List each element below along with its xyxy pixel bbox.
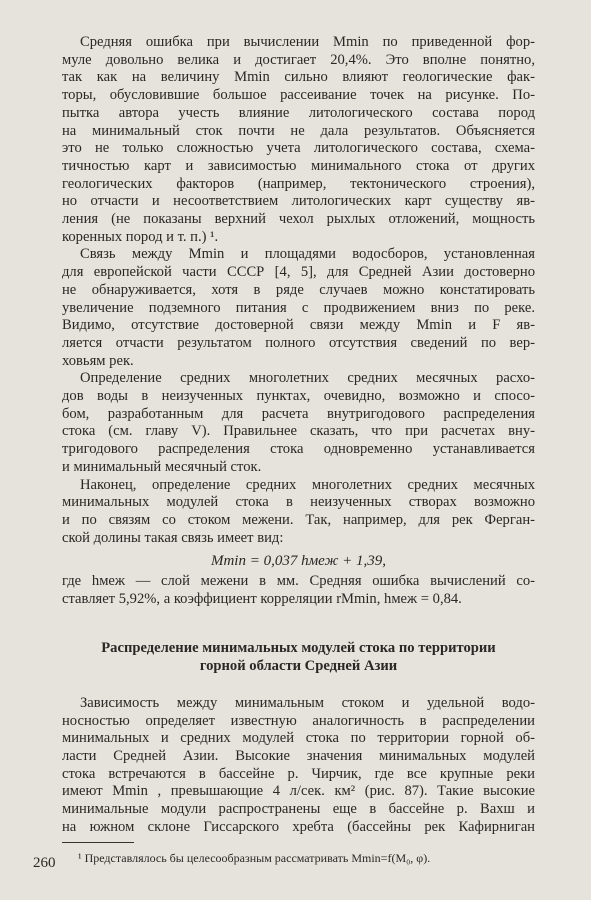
text-line: но отчасти и несоответствием литологических карт существу яв-	[62, 193, 535, 210]
text-line: минимальные модули распространены еще в бассейне р. Вахш и	[62, 801, 535, 818]
section-heading	[62, 639, 535, 675]
text-line: на южном склоне Гиссарского хребта (бассейны рек Кафирниган	[62, 818, 535, 835]
text-line: ляется отчасти результатом полного отсутствия сведений по вер-	[62, 334, 535, 351]
text-line: ласти Средней Азии. Высокие значения минимальных модулей	[62, 747, 535, 764]
paragraph	[62, 477, 535, 548]
text-line: дов воды в неизученных пунктах, очевидно, возможно и спосо-	[62, 388, 535, 405]
text-line: тичностью карт и зависимостью минимального стока от других	[62, 157, 535, 174]
text-line: имеют Mmin , превышающие 4 л/сек. км² (рис. 87). Такие высокие	[62, 783, 535, 800]
text-line: для европейской части СССР [4, 5], для Средней Азии достоверно	[62, 264, 535, 281]
formula-mmin: Mmin = 0,037 hмеж + 1,39,	[210, 553, 387, 570]
text-line: ления (не показаны верхний чехол рыхлых отложений, мощность	[62, 211, 535, 228]
paragraph	[62, 246, 535, 370]
text-line: ховьям рек.	[62, 352, 134, 369]
text-line: стока встречаются в бассейне р. Чирчик, где все крупные реки	[62, 765, 535, 782]
text-line: минимальных модулей стока в неизученных створах возможно	[62, 494, 535, 511]
footnote-rule	[62, 842, 134, 843]
text-line: Связь между Mmin и площадями водосборов, установленная	[80, 246, 535, 263]
text-line: на минимальный сток почти не дала результатов. Объясняется	[62, 122, 535, 139]
formula-explanation	[62, 573, 535, 608]
text-line: торы, обусловившие большое рассеивание точек на рисунке. По-	[62, 87, 535, 104]
text-line: тригодового распределения стока одновременно устанавливается	[62, 441, 535, 458]
text-line: это не только сложностью учета литологического состава, схема-	[62, 140, 535, 157]
text-line: Зависимость между минимальным стоком и удельной водо-	[80, 694, 535, 711]
body-text	[62, 34, 535, 547]
text-line: ставляет 5,92%, а коэффициент корреляции rMmin, hмеж = 0,84.	[62, 591, 462, 608]
text-line: увеличение подземного питания с продвижением вниз по реке.	[62, 299, 535, 316]
text-line: коренных пород и т. п.) ¹.	[62, 228, 219, 245]
text-line: носностью определяет известную аналогичность в распределении	[62, 712, 535, 729]
text-line: не обнаруживается, хотя в ряде случаев можно констатировать	[62, 281, 535, 298]
text-line: Видимо, отсутствие достоверной связи между Mmin и F яв-	[62, 317, 535, 334]
text-line: пытка автора учесть влияние литологического состава пород	[62, 104, 535, 121]
footnote: ¹ Представлялось бы целесообразным рассматривать Mmin=f(M₀, φ).	[78, 851, 431, 866]
text-line: ской долины такая связь имеет вид:	[62, 529, 284, 546]
text-line: Наконец, определение средних многолетних средних месячных	[80, 476, 535, 493]
text-line: минимальных и средних модулей стока по территории горной об-	[62, 730, 535, 747]
text-line: бом, разработанным для расчета внутригодового распределения	[62, 405, 535, 422]
paragraph	[62, 695, 535, 837]
text-line: и минимальный месячный сток.	[62, 458, 262, 475]
heading-line: Распределение минимальных модулей стока по территории	[101, 639, 496, 656]
text-line: так как на величину Mmin сильно влияют геологические фак-	[62, 69, 535, 86]
page-number: 260	[33, 855, 56, 871]
heading-line: горной области Средней Азии	[199, 657, 398, 674]
text-line: Средняя ошибка при вычислении Mmin по приведенной фор-	[80, 34, 535, 50]
text-line: где hмеж — слой межени в мм. Средняя ошибка вычислений со-	[62, 573, 535, 590]
text-line: стока (см. главу V). Правильнее сказать, что при расчетах вну-	[62, 423, 535, 440]
text-line: Определение средних многолетних средних месячных расхо-	[80, 370, 535, 387]
paragraph	[62, 34, 535, 246]
text-line: и по связям со стоком межени. Так, например, для рек Ферган-	[62, 511, 535, 528]
text-line: геологических факторов (например, тектонического строения),	[62, 175, 535, 192]
text-line: муле довольно велика и достигает 20,4%. Это вполне понятно,	[62, 51, 535, 68]
paragraph	[62, 370, 535, 476]
